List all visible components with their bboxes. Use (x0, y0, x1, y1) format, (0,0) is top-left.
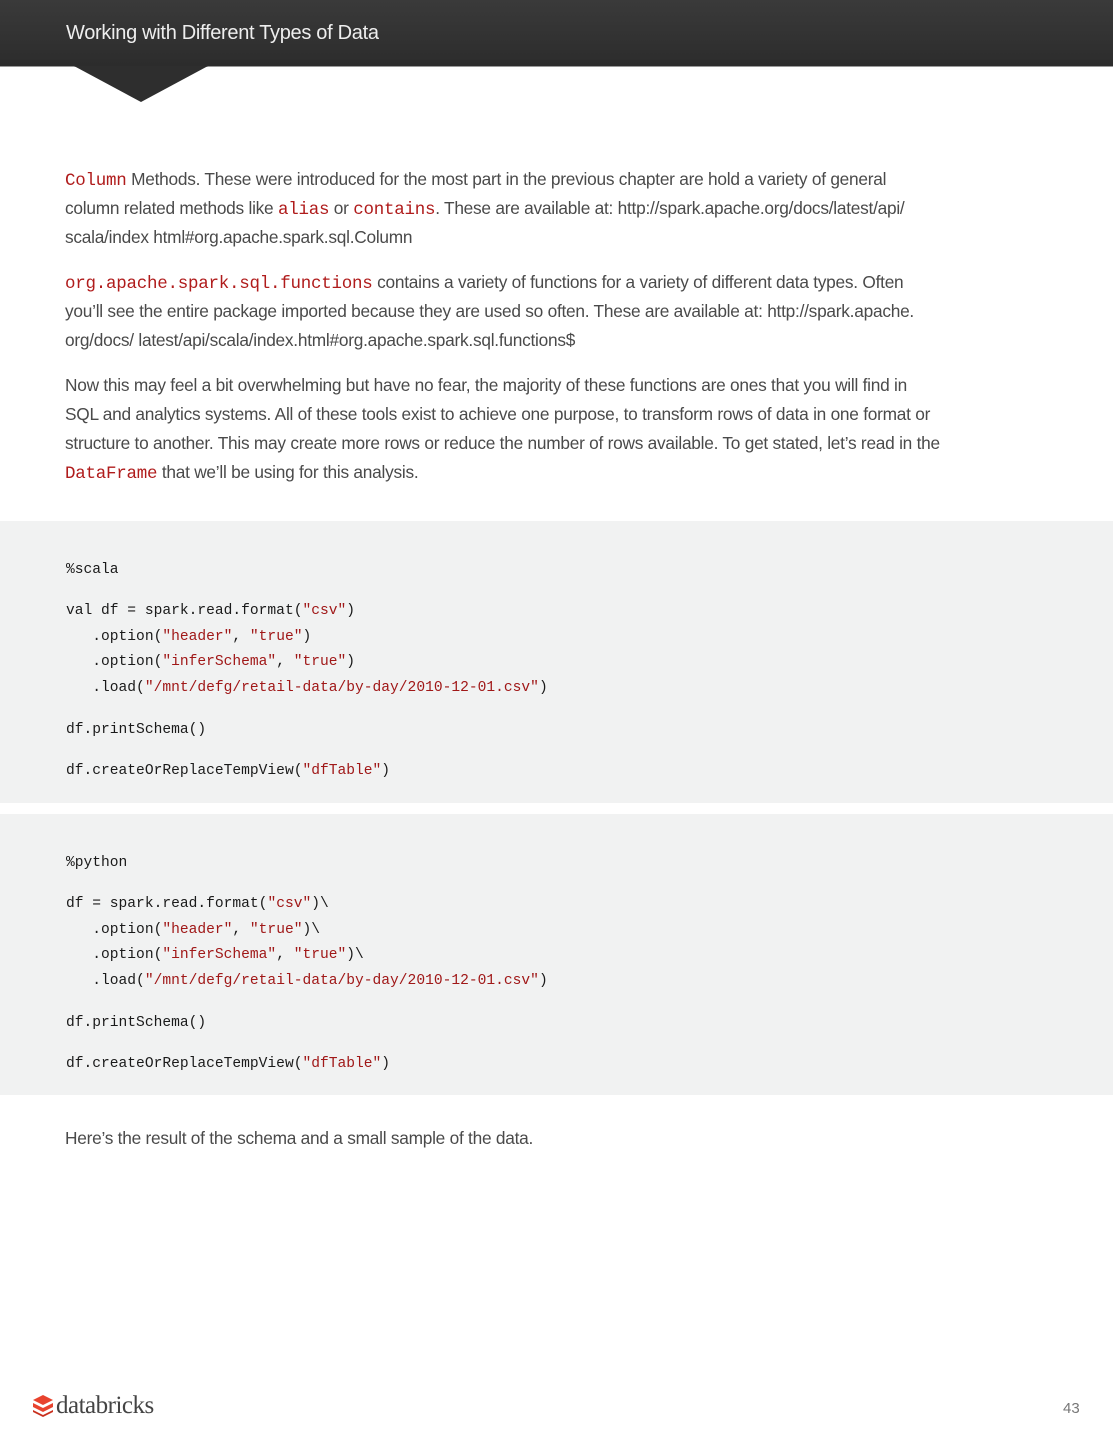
code-string: "true" (249, 922, 303, 938)
code-string: "/mnt/defg/retail-data/by-day/2010-12-01.csv" (144, 973, 539, 989)
code-token: , (232, 922, 250, 938)
code-block-scala (0, 521, 1113, 803)
inline-code: Column (65, 171, 127, 191)
code-line (66, 1015, 206, 1031)
text-segment: SQL and analytics systems. All of these tools exist to achieve one purpose, to transform rows of data in one format or (65, 404, 931, 424)
chapter-title: Working with Different Types of Data (66, 22, 379, 44)
code-string: "csv" (302, 603, 347, 619)
text-segment: structure to another. This may create more rows or reduce the number of rows available. To get stated, let’s read in the (65, 433, 940, 453)
paragraph-column-methods (65, 165, 904, 252)
inline-code: org.apache.spark.sql.functions (65, 274, 373, 294)
paragraph-functions (65, 268, 914, 355)
code-token: , (232, 629, 250, 645)
page-number: 43 (1063, 1400, 1080, 1417)
code-token: ) (381, 763, 391, 779)
paragraph-closing: Here’s the result of the schema and a small sample of the data. (65, 1128, 534, 1148)
inline-code: contains (353, 200, 436, 220)
code-token: ) (381, 1056, 391, 1072)
text-line (65, 458, 940, 487)
text-segment: . These are available at: http://spark.apache.org/docs/latest/api/ (435, 198, 905, 218)
code-token: ) (538, 680, 548, 696)
code-token: df = spark.read.format( (66, 896, 268, 912)
code-token: ) (346, 603, 356, 619)
code-line (66, 654, 355, 670)
databricks-logo-icon (33, 1395, 53, 1417)
paragraph-overview (65, 371, 940, 487)
code-string: "csv" (267, 896, 312, 912)
code-token: .option( (66, 629, 163, 645)
text-segment: you’ll see the entire package imported because they are used so often. These are available at: http://spark.apache. (65, 301, 914, 321)
code-line (66, 722, 206, 738)
code-token: %scala (66, 562, 119, 578)
code-line (66, 855, 127, 871)
code-line (66, 603, 355, 619)
code-token: %python (66, 855, 128, 871)
code-token: val df = spark.read.format( (66, 603, 303, 619)
code-string: "header" (162, 922, 233, 938)
code-line (66, 763, 390, 779)
text-segment: scala/index html#org.apache.spark.sql.Column (65, 227, 413, 247)
code-token: ) (538, 973, 548, 989)
text-line (65, 429, 940, 458)
text-line (65, 297, 914, 326)
code-string: "/mnt/defg/retail-data/by-day/2010-12-01.csv" (144, 680, 539, 696)
code-string: "true" (293, 947, 347, 963)
text-line (65, 371, 940, 400)
code-token: df.printSchema() (66, 1015, 207, 1031)
code-token: , (276, 654, 294, 670)
code-string: "inferSchema" (162, 654, 277, 670)
text-segment: org/docs/ latest/api/scala/index.html#org.apache.spark.sql.functions$ (65, 330, 576, 350)
code-block-python (0, 814, 1113, 1095)
code-line (66, 922, 320, 938)
text-line (65, 223, 904, 252)
code-token: .option( (66, 922, 163, 938)
text-line (65, 165, 904, 194)
code-token: )\ (346, 947, 364, 963)
code-token: .option( (66, 654, 163, 670)
text-segment: contains a variety of functions for a variety of different data types. Often (372, 272, 904, 292)
text-line (65, 326, 914, 355)
text-line (65, 268, 914, 297)
code-line (66, 562, 119, 578)
chapter-header (0, 0, 1113, 67)
code-string: "true" (249, 629, 303, 645)
code-line (66, 947, 364, 963)
code-token: df.createOrReplaceTempView( (66, 763, 303, 779)
databricks-logo (33, 1392, 154, 1420)
logo-wordmark: databricks (56, 1392, 154, 1419)
code-string: "dfTable" (302, 1056, 382, 1072)
code-string: "true" (293, 654, 347, 670)
inline-code: alias (277, 200, 330, 220)
code-token: )\ (302, 922, 320, 938)
text-line (65, 194, 904, 223)
code-token: df.createOrReplaceTempView( (66, 1056, 303, 1072)
code-line (66, 896, 329, 912)
code-string: "header" (162, 629, 233, 645)
code-line (66, 629, 311, 645)
inline-code: DataFrame (65, 464, 158, 484)
code-line (66, 1056, 390, 1072)
text-segment: Now this may feel a bit overwhelming but have no fear, the majority of these functions are ones that you will find in (65, 375, 907, 395)
code-line (66, 973, 548, 989)
code-token: .load( (66, 680, 145, 696)
code-token: )\ (311, 896, 329, 912)
code-string: "inferSchema" (162, 947, 277, 963)
code-token: ) (302, 629, 312, 645)
code-token: .load( (66, 973, 145, 989)
text-segment: or (329, 198, 354, 218)
text-line (65, 400, 940, 429)
text-segment: column related methods like (65, 198, 278, 218)
code-string: "dfTable" (302, 763, 382, 779)
code-token: , (276, 947, 294, 963)
code-token: .option( (66, 947, 163, 963)
text-segment: Methods. These were introduced for the most part in the previous chapter are hold a variety of general (126, 169, 887, 189)
code-token: df.printSchema() (66, 722, 207, 738)
code-line (66, 680, 548, 696)
code-token: ) (346, 654, 356, 670)
text-segment: that we’ll be using for this analysis. (157, 462, 419, 482)
header-notch (74, 66, 208, 102)
